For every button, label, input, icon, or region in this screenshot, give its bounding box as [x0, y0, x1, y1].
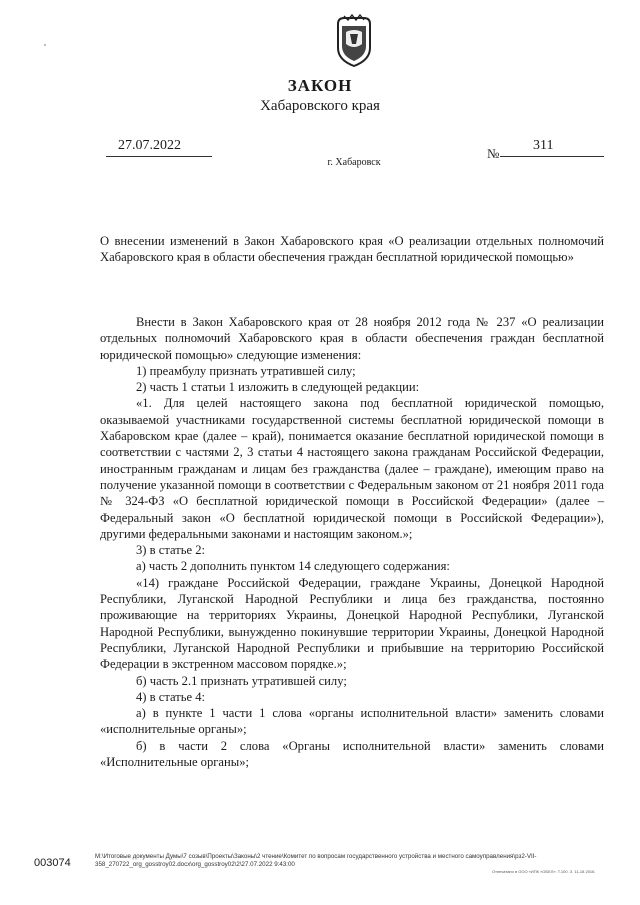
footer-print-mark: Отпечатано в ООО «ИПК «ОБЕЛ». Т.100. З. 11-18 2016. — [492, 869, 596, 874]
scan-speck — [44, 44, 46, 46]
body-paragraph: а) в пункте 1 части 1 слова «органы исполнительной власти» заменить словами «исполнительные органы»; — [100, 706, 604, 737]
number-sign: № — [487, 146, 500, 161]
law-number: 311 — [533, 138, 554, 153]
adoption-date: 27.07.2022 — [118, 138, 181, 153]
body-paragraph: 2) часть 1 статьи 1 изложить в следующей редакции: — [136, 380, 420, 395]
body-paragraph: б) часть 2.1 признать утратившей силу; — [136, 673, 347, 688]
coat-of-arms-icon — [332, 14, 376, 68]
body-paragraph: «1. Для целей настоящего закона под бесплатной юридической помощью, оказываемой участниками государственной системы бесплатной юридической помощи в Хабаровском крае (далее – край), понимается оказание бесплатной юридической помощи в соответствии с частями 2, 3 статьи 4 настоящего закона гражданам Российской Федерации, иностранным гражданам и лицам без гражданства (далее – граждане), имеющим право на получение указанной помощи в соответствии с Федеральным законом от 21 ноября 2011 года № 324-ФЗ «О бесплатной юридической помощи в Российской Федерации» (далее – Федеральный закон «О бесплатной юридической помощи в Российской Федерации»), другими федеральными законами и настоящим законом.»; — [100, 396, 604, 541]
law-subject: О внесении изменений в Закон Хабаровского края «О реализации отдельных полномочий Хабаровского края в области обеспечения граждан бесплатной юридической помощью» — [100, 234, 604, 264]
body-paragraph: «14) граждане Российской Федерации, граждане Украины, Донецкой Народной Республики, Луганской Народной Республики и лица без гражданства, постоянно проживающие на территориях Украины, Донецкой Народной Республики, Луганской Народной Республики, вынужденно покинувшие территории Украины, Донецкой Народной Республики, Луганской Народной Республики и прибывшие на территорию Российской Федерации в экстренном массовом порядке.»; — [100, 575, 604, 672]
law-body — [100, 314, 604, 770]
footer-file-path: М:\Итоговые документы Думы\7 созыв\Проекты\Законы\2 чтение\Комитет по вопросам государственного устройства и местного самоуправления\рз2-VII-358_270722_org_gosstroy02.docx\org_gosstroy02\2\27.07.2022 9:43:00 — [95, 853, 537, 868]
body-paragraph: 4) в статье 4: — [136, 689, 206, 704]
footer-doc-number: 003074 — [34, 857, 71, 869]
body-paragraph: 1) преамбулу признать утратившей силу; — [136, 363, 356, 378]
body-paragraph: Внести в Закон Хабаровского края от 28 ноября 2012 года № 237 «О реализации отдельных полномочий Хабаровского края в области обеспечения граждан бесплатной юридической помощью» следующие изменения: — [100, 315, 604, 362]
document-title: ЗАКОН — [287, 76, 353, 95]
city-label: г. Хабаровск — [327, 157, 381, 168]
body-paragraph: а) часть 2 дополнить пунктом 14 следующего содержания: — [136, 559, 450, 574]
document-subtitle: Хабаровского края — [260, 98, 380, 114]
body-paragraph: 3) в статье 2: — [136, 543, 206, 558]
body-paragraph: б) в части 2 слова «Органы исполнительной власти» заменить словами «Исполнительные органы»; — [100, 738, 604, 770]
